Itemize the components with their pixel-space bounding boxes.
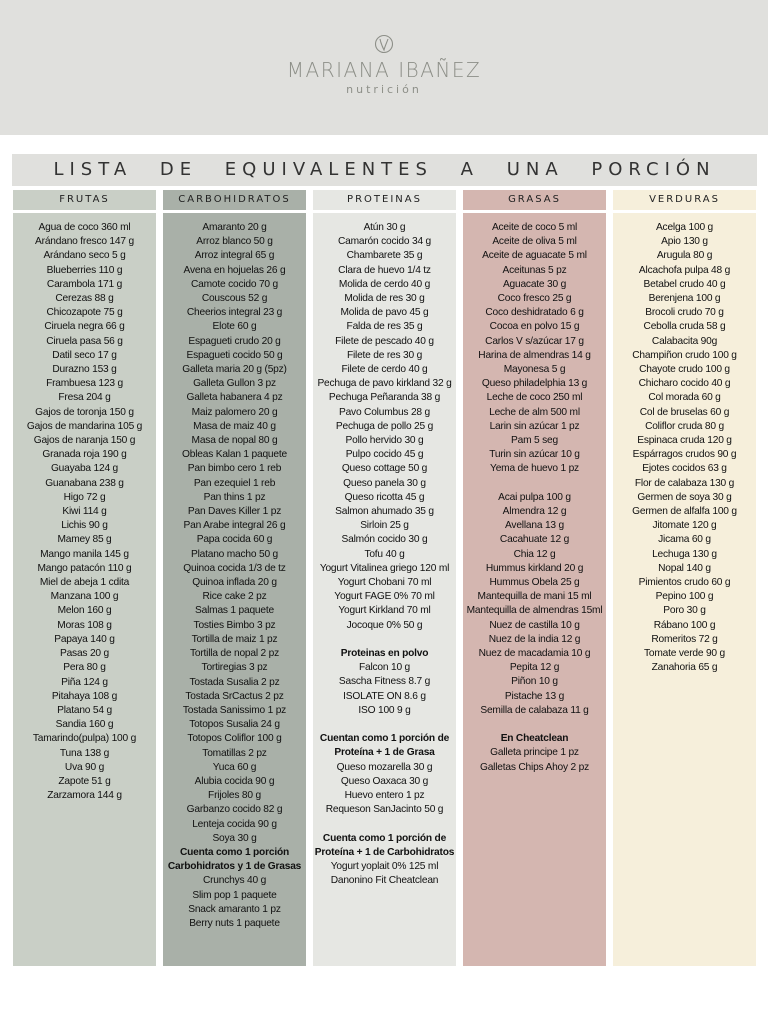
list-item: Sandia 160 g	[55, 719, 114, 731]
list-item: Almendra 12 g	[502, 506, 567, 518]
list-item: Carlos V s/azúcar 17 g	[485, 335, 584, 347]
list-item: Espagueti crudo 20 g	[188, 335, 281, 347]
list-item: Tuna 138 g	[59, 747, 110, 759]
list-item: Carambola 171 g	[46, 278, 123, 290]
list-item: Mamey 85 g	[57, 534, 112, 546]
list-item: Clara de huevo 1/4 tz	[338, 264, 431, 276]
list-item: Garbanzo cocido 82 g	[186, 804, 283, 816]
list-item: Rice cake 2 pz	[202, 591, 267, 603]
brand-name: MARIANA IBAÑEZ	[286, 58, 482, 82]
spacer	[313, 818, 456, 832]
column-header: PROTEINAS	[313, 190, 456, 210]
list-item: Chayote crudo 100 g	[639, 364, 730, 376]
list-item: Gajos de naranja 150 g	[33, 435, 136, 447]
list-item: Ciruela pasa 56 g	[46, 335, 123, 347]
list-item: ISOLATE ON 8.6 g	[343, 690, 426, 702]
list-item: Molida de cerdo 40 g	[338, 278, 431, 290]
column-header: VERDURAS	[613, 190, 756, 210]
list-item: Crunchys 40 g	[202, 875, 267, 887]
list-item: Fresa 204 g	[58, 392, 111, 404]
list-item: Sascha Fitness 8.7 g	[338, 676, 431, 688]
list-item: Poro 30 g	[663, 605, 706, 617]
list-item: Pepino 100 g	[655, 591, 714, 603]
list-item: Brocoli crudo 70 g	[645, 307, 724, 319]
list-item: Leche de coco 250 ml	[486, 392, 583, 404]
list-item: Pan bimbo cero 1 reb	[187, 463, 282, 475]
list-item: Gajos de mandarina 105 g	[26, 420, 143, 432]
list-item: Yogurt Kirkland 70 ml	[338, 605, 431, 617]
list-item: Hummus Obela 25 g	[489, 577, 580, 589]
list-item: Masa de maiz 40 g	[193, 420, 276, 432]
list-item: Manzana 100 g	[50, 591, 119, 603]
list-item: Pan Daves Killer 1 pz	[187, 506, 282, 518]
list-item: Snack amaranto 1 pz	[188, 903, 281, 915]
list-item: Mantequilla de mani 15 ml	[477, 591, 592, 603]
list-item: Queso philadelphia 13 g	[481, 378, 588, 390]
list-item: Queso panela 30 g	[343, 477, 426, 489]
list-item: Camote cocido 70 g	[190, 278, 278, 290]
column-header: FRUTAS	[13, 190, 156, 210]
list-item: Amaranto 20 g	[202, 222, 267, 233]
list-item: Totopos Coliflor 100 g	[187, 733, 282, 745]
list-item: Berenjena 100 g	[648, 293, 721, 305]
list-item: Totopos Susalia 24 g	[189, 719, 280, 731]
list-item: Pollo hervido 30 g	[345, 435, 424, 447]
list-item: Datil seco 17 g	[52, 349, 117, 361]
list-item: Queso ricotta 45 g	[344, 491, 425, 503]
section-heading: Cuenta como 1 porción Carbohidratos y 1 de Grasas	[167, 846, 302, 873]
column-body	[163, 213, 306, 966]
brand-subtitle: nutrición	[346, 83, 422, 96]
column-frutas	[13, 190, 156, 802]
list-item: Pavo Columbus 28 g	[339, 406, 430, 418]
list-item: Frambuesa 123 g	[46, 378, 123, 390]
list-item: Galleta Gullon 3 pz	[193, 378, 276, 390]
list-item: Yema de huevo 1 pz	[490, 463, 579, 475]
list-item: Cheerios integral 23 g	[186, 307, 283, 319]
list-item: Arroz blanco 50 g	[196, 236, 273, 248]
column-body	[313, 213, 456, 966]
list-item: Espinaca cruda 120 g	[637, 435, 732, 447]
list-item: Arándano fresco 147 g	[35, 236, 134, 248]
list-item: Mantequilla de almendras 15ml	[466, 605, 603, 617]
list-item: Arándano seco 5 g	[43, 250, 126, 262]
list-item: Nuez de macadamia 10 g	[478, 648, 591, 660]
list-item: Pulpo cocido 45 g	[345, 449, 424, 461]
list-item: Calabacita 90g	[651, 335, 718, 347]
list-item: Cerezas 88 g	[55, 293, 114, 305]
list-item: Tomate verde 90 g	[644, 648, 725, 660]
list-item: Guanabana 238 g	[45, 477, 124, 489]
list-item: Avena en hojuelas 26 g	[183, 264, 286, 276]
list-item: Galleta habanera 4 pz	[186, 392, 283, 404]
column-header: CARBOHIDRATOS	[163, 190, 306, 210]
list-item: Tostada Susalia 2 pz	[189, 676, 280, 688]
list-item: Aceite de coco 5 ml	[491, 222, 578, 233]
list-item: Zarzamora 144 g	[47, 790, 122, 802]
list-item: Pasas 20 g	[60, 648, 109, 660]
list-item: Jocoque 0% 50 g	[346, 619, 423, 631]
list-item: Acai pulpa 100 g	[498, 491, 571, 503]
spacer	[313, 633, 456, 647]
list-item: Pistache 13 g	[504, 690, 565, 702]
list-item: Quinoa inflada 20 g	[192, 577, 277, 589]
list-item: Papa cocida 60 g	[196, 534, 273, 546]
section-heading: Proteinas en polvo	[340, 648, 429, 660]
list-item: Germen de alfalfa 100 g	[632, 506, 737, 518]
list-item: Turin sin azúcar 10 g	[489, 449, 580, 461]
list-item: Guayaba 124 g	[50, 463, 119, 475]
list-item: Queso cottage 50 g	[341, 463, 428, 475]
list-item: Uva 90 g	[64, 761, 105, 773]
column-carbohidratos	[163, 190, 306, 929]
list-item: Aceite de oliva 5 ml	[492, 236, 577, 248]
list-item: Espagueti cocido 50 g	[186, 349, 283, 361]
list-item: Pan thins 1 pz	[203, 491, 266, 503]
list-item: Mayonesa 5 g	[503, 364, 566, 376]
list-item: Cacahuate 12 g	[499, 534, 570, 546]
page-title: LISTA DE EQUIVALENTES A UNA PORCIÓN	[12, 154, 757, 186]
list-item: Queso Oaxaca 30 g	[340, 775, 429, 787]
list-item: Aceitunas 5 pz	[502, 264, 567, 276]
column-grasas	[463, 190, 606, 773]
section-heading: Cuenta como 1 porción de Proteína + 1 de Carbohidratos	[314, 832, 455, 858]
list-item: Arugula 80 g	[656, 250, 713, 262]
list-item: Nopal 140 g	[658, 562, 711, 574]
list-item: Masa de nopal 80 g	[191, 435, 278, 447]
list-item: Molida de pavo 45 g	[340, 307, 429, 319]
list-item: Salmas 1 paquete	[195, 605, 274, 617]
list-item: Zanahoria 65 g	[651, 662, 718, 674]
list-item: Coco fresco 25 g	[497, 293, 572, 305]
list-item: Lichis 90 g	[61, 520, 108, 532]
list-item: Granada roja 190 g	[42, 449, 127, 461]
list-item: Chambarete 35 g	[346, 250, 423, 262]
list-item: Ejotes cocidos 63 g	[642, 463, 727, 475]
list-item: Lenteja cocida 90 g	[192, 818, 277, 830]
list-item: Col morada 60 g	[648, 392, 721, 404]
list-item: Gajos de toronja 150 g	[35, 406, 134, 418]
list-item: Pitahaya 108 g	[51, 690, 118, 702]
list-item: Berry nuts 1 paquete	[189, 917, 280, 929]
list-item: Nuez de castilla 10 g	[489, 619, 580, 631]
list-item: Nuez de la india 12 g	[488, 633, 581, 645]
list-item: Pam 5 seg	[511, 435, 558, 447]
list-item: Danonino Fit Cheatclean	[330, 875, 439, 887]
list-item: Galletas Chips Ahoy 2 pz	[479, 761, 590, 773]
list-item: Miel de abeja 1 cdita	[39, 577, 130, 589]
list-item: Cebolla cruda 58 g	[643, 321, 726, 333]
list-item: Camarón cocido 34 g	[337, 236, 432, 248]
list-item: Germen de soya 30 g	[637, 491, 732, 503]
list-item: Slim pop 1 paquete	[192, 889, 277, 901]
list-item: Chia 12 g	[513, 548, 556, 560]
list-item: Zapote 51 g	[58, 775, 111, 787]
list-item: Frijoles 80 g	[208, 790, 261, 802]
list-item: Yogurt Vitalinea griego 120 ml	[319, 562, 450, 574]
list-item: Leche de alm 500 ml	[489, 406, 580, 418]
list-item: Tortiregias 3 pz	[201, 662, 268, 674]
list-item: Huevo entero 1 pz	[344, 790, 425, 802]
list-item: Blueberries 110 g	[46, 264, 123, 276]
list-item: Avellana 13 g	[505, 520, 564, 532]
list-item: Chicozapote 75 g	[46, 307, 123, 319]
list-item: Cocoa en polvo 15 g	[489, 321, 580, 333]
spacer	[463, 718, 606, 732]
list-item: Atún 30 g	[363, 222, 406, 233]
list-item: Tostada SrCactus 2 pz	[185, 690, 284, 702]
list-item: Galleta principe 1 pz	[490, 747, 579, 759]
list-item: Apio 130 g	[661, 236, 708, 248]
list-item: Tamarindo(pulpa) 100 g	[32, 733, 137, 745]
list-item: Yogurt Chobani 70 ml	[337, 577, 432, 589]
list-item: Col de bruselas 60 g	[639, 406, 730, 418]
list-item: Mango manila 145 g	[40, 548, 129, 560]
list-item: Pepita 12 g	[509, 662, 560, 674]
list-item: Espárragos crudos 90 g	[632, 449, 737, 461]
list-item: Falcon 10 g	[358, 662, 411, 674]
list-item: Queso mozarella 30 g	[336, 761, 433, 773]
list-item: Semilla de calabaza 11 g	[480, 704, 589, 716]
list-item: Pechuga de pavo kirkland 32 g	[317, 378, 452, 390]
list-item: Tortilla de nopal 2 pz	[189, 648, 280, 660]
list-item: Obleas Kalan 1 paquete	[182, 449, 287, 461]
list-item: Higo 72 g	[63, 491, 106, 503]
list-item: Pechuga de pollo 25 g	[335, 420, 434, 432]
list-item: Champiñon crudo 100 g	[632, 349, 737, 361]
list-item: Coliflor cruda 80 g	[645, 420, 724, 432]
list-item: Pechuga Peñaranda 38 g	[328, 392, 441, 404]
list-item: Pera 80 g	[63, 662, 106, 674]
list-item: Piña 124 g	[61, 676, 108, 688]
list-item: Kiwi 114 g	[62, 506, 107, 518]
list-item: Harina de almendras 14 g	[478, 349, 591, 361]
section-heading: Cuentan como 1 porción de Proteína + 1 de Grasa	[319, 733, 450, 759]
list-item: Salmón cocido 30 g	[341, 534, 428, 546]
list-item: Tostada Sanissimo 1 pz	[182, 704, 287, 716]
spacer	[463, 477, 606, 491]
list-item: Requeson SanJacinto 50 g	[325, 804, 444, 816]
list-item: Coco deshidratado 6 g	[485, 307, 584, 319]
list-item: Chicharo cocido 40 g	[638, 378, 731, 390]
list-item: Yogurt FAGE 0% 70 ml	[334, 591, 435, 603]
list-item: Tortilla de maiz 1 pz	[191, 633, 278, 645]
list-item: Platano 54 g	[57, 704, 112, 716]
list-item: Quinoa cocida 1/3 de tz	[183, 562, 286, 574]
list-item: Papaya 140 g	[54, 633, 115, 645]
list-item: Galleta maria 20 g (5pz)	[182, 364, 287, 376]
column-header: GRASAS	[463, 190, 606, 210]
list-item: Arroz integral 65 g	[194, 250, 275, 262]
list-item: Yogurt yoplait 0% 125 ml	[330, 861, 439, 873]
list-item: Agua de coco 360 ml	[38, 222, 131, 233]
list-item: Elote 60 g	[212, 321, 257, 333]
list-item: Tofu 40 g	[364, 548, 405, 560]
list-item: Larin sin azúcar 1 pz	[489, 420, 580, 432]
list-item: Aceite de aguacate 5 ml	[482, 250, 587, 262]
spacer	[313, 718, 456, 732]
column-body	[613, 213, 756, 966]
list-item: Jitomate 120 g	[652, 520, 717, 532]
column-body	[13, 213, 156, 966]
list-item: Sirloin 25 g	[360, 520, 409, 532]
column-verduras	[613, 190, 756, 674]
list-item: Lechuga 130 g	[652, 548, 717, 560]
page-header	[0, 0, 768, 135]
list-item: Molida de res 30 g	[344, 293, 425, 305]
list-item: Ciruela negra 66 g	[44, 321, 125, 333]
list-item: Melon 160 g	[57, 605, 112, 617]
list-item: Acelga 100 g	[655, 222, 714, 233]
list-item: Platano macho 50 g	[190, 548, 279, 560]
list-item: Couscous 52 g	[201, 293, 268, 305]
list-item: ISO 100 9 g	[358, 704, 411, 716]
column-body	[463, 213, 606, 966]
list-item: Soya 30 g	[212, 832, 257, 844]
list-item: Piñon 10 g	[511, 676, 558, 688]
list-item: Tomatillas 2 pz	[202, 747, 267, 759]
list-item: Durazno 153 g	[52, 364, 117, 376]
list-item: Moras 108 g	[57, 619, 112, 631]
column-proteinas	[313, 190, 456, 887]
list-item: Maiz palomero 20 g	[191, 406, 278, 418]
list-item: Tosties Bimbo 3 pz	[193, 619, 276, 631]
brand-logo	[0, 34, 768, 96]
list-item: Pan ezequiel 1 reb	[193, 477, 276, 489]
section-heading: En Cheatclean	[500, 733, 569, 745]
list-item: Alubia cocida 90 g	[194, 775, 275, 787]
list-item: Flor de calabaza 130 g	[634, 477, 735, 489]
list-item: Alcachofa pulpa 48 g	[638, 264, 731, 276]
list-item: Mango patacón 110 g	[37, 562, 132, 574]
list-item: Falda de res 35 g	[346, 321, 423, 333]
list-item: Filete de pescado 40 g	[335, 335, 434, 347]
list-item: Pan Arabe integral 26 g	[183, 520, 286, 532]
list-item: Jicama 60 g	[658, 534, 711, 546]
list-item: Aguacate 30 g	[502, 278, 567, 290]
list-item: Filete de res 30 g	[346, 349, 423, 361]
list-item: Hummus kirkland 20 g	[485, 562, 584, 574]
list-item: Filete de cerdo 40 g	[341, 364, 428, 376]
list-item: Yuca 60 g	[212, 761, 257, 773]
leaf-icon	[374, 34, 394, 54]
list-item: Romeritos 72 g	[651, 633, 718, 645]
list-item: Rábano 100 g	[653, 619, 716, 631]
list-item: Betabel crudo 40 g	[643, 278, 726, 290]
list-item: Pimientos crudo 60 g	[638, 577, 731, 589]
list-item: Salmon ahumado 35 g	[335, 506, 434, 518]
